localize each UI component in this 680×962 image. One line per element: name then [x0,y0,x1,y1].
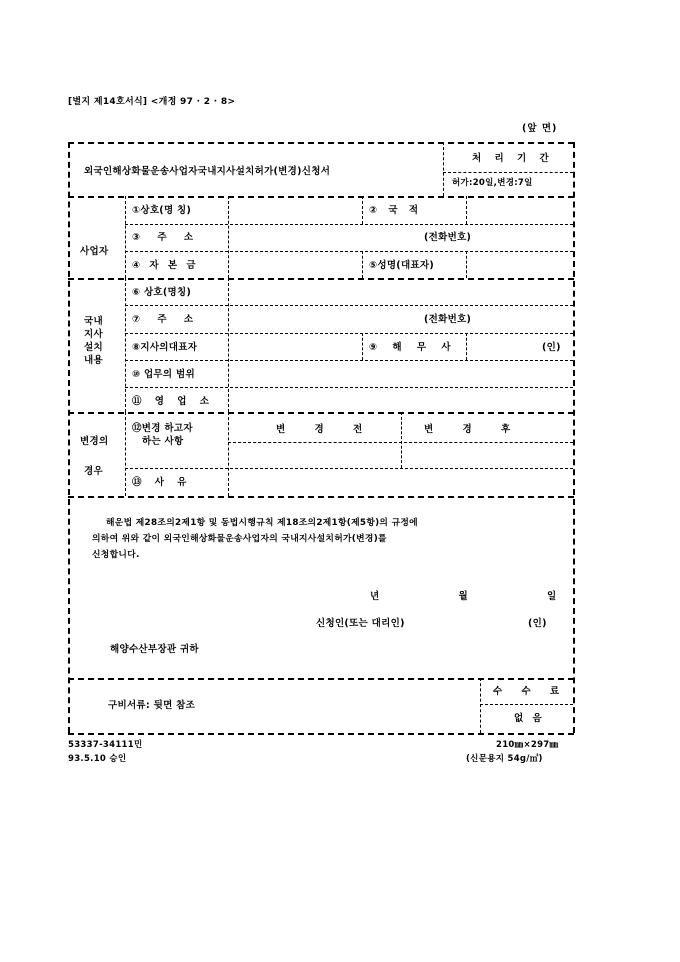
branch-section-label-1: 국내 [84,316,103,327]
branch-rep-label: ⑧지사의대표자 [132,342,198,353]
form-reference: [별지 제14호서식] <개정 97 · 2 · 8> [68,97,236,107]
form-number: 53337-34111민 [68,740,143,750]
agent-label: ⑨ 해 무 사 [369,342,457,353]
applicant-label-col [125,196,126,278]
branch-row4-bottom [125,387,573,388]
branch-row1-bottom [125,305,573,306]
reason-label: ⑬ 사 유 [132,477,192,488]
declaration-line-2: 의하여 위와 같이 외국인해상화물운송사업자의 국내지사설치허가(변경)를 [92,534,387,544]
branch-row3-bottom [125,360,573,361]
change-item-label-1: ⑫변경 하고자 [132,423,193,434]
nationality-label: ② 국 적 [369,205,423,216]
change-after-label: 변 경 후 [424,424,524,435]
branch-section-label-4: 내용 [84,355,103,366]
before-after-divider [401,412,402,468]
branch-row2-bottom [125,333,573,334]
applicant-name-label: ①상호(명 칭) [132,205,192,216]
capital-label: ④ 자 본 금 [132,260,199,271]
frame-right [573,142,575,733]
title-bottom [68,196,574,198]
applicant-row2-bottom [125,251,573,252]
applicant-phone-label: (전화번호) [424,232,472,243]
frame-bottom [68,733,574,735]
form-title: 외국인해상화물운송사업자국내지사설치허가(변경)신청서 [84,166,331,177]
branch-address-label: ⑦ 주 소 [132,314,201,325]
paper-size: 210㎜×297㎜ [496,740,559,750]
nationality-divider-a [362,196,363,224]
required-documents: 구비서류: 뒷면 참조 [108,700,196,711]
applicant-section-label: 사업자 [80,246,109,257]
declaration-line-3: 신청합니다. [92,550,140,560]
page-side-label: (앞 면) [522,123,558,134]
nationality-divider-b [466,196,467,224]
change-bottom [68,496,574,498]
rep-divider-b [466,251,467,278]
date-label: 년 월 일 [370,591,595,602]
applicant-row1-bottom [125,224,573,225]
rep-divider-a [362,251,363,278]
processing-period-value: 허가:20일,변경:7일 [452,178,533,188]
branch-section-label-3: 설치 [84,342,103,353]
change-item-label-2: 하는 사항 [142,436,184,447]
branch-phone-label: (전화번호) [424,314,472,325]
fee-row-divider [480,704,573,705]
branch-name-label: ⑥ 상호(명칭) [132,287,192,298]
office-label: ⑪ 영 업 소 [132,396,214,407]
change-field-col [228,412,229,496]
applicant-address-label: ③ 주 소 [132,232,201,243]
branch-field-col [228,278,229,412]
change-header-bottom [228,442,573,443]
agent-seal-label: (인) [542,342,561,353]
fee-value: 없 음 [514,713,545,724]
agent-divider-b [466,333,467,360]
declaration-line-1: 해운법 제28조의2제1항 및 동법시행규칙 제18조의2제1항(제5항)의 규정에 [106,518,418,528]
frame-left [68,142,70,733]
change-section-label-1: 변경의 [80,436,109,447]
paper-spec: (신문용지 54g/㎡) [466,754,543,764]
applicant-field-col [228,196,229,278]
change-row-bottom [125,468,573,469]
scope-label: ⑩ 업무의 범위 [132,369,195,380]
agent-divider-a [362,333,363,360]
branch-label-col [125,278,126,412]
change-label-col [125,412,126,496]
applicant-signature-label: 신청인(또는 대리인) [316,618,405,629]
representative-label: ⑤성명(대표자) [369,260,435,271]
declaration-bottom [68,678,574,680]
fee-divider [480,678,481,733]
applicant-seal-label: (인) [528,618,547,629]
change-before-label: 변 경 전 [276,424,376,435]
frame-top [68,142,574,144]
applicant-bottom [68,278,574,280]
fee-label: 수 수 료 [493,686,568,697]
branch-section-label-2: 지사 [84,329,103,340]
processing-divider [443,172,573,173]
title-divider [443,142,444,196]
change-section-label-2: 경우 [84,466,103,477]
processing-period-label: 처 리 기 간 [472,153,554,164]
branch-bottom [68,412,574,414]
addressee: 해양수산부장관 귀하 [110,644,199,655]
approval-date: 93.5.10 승인 [68,754,127,764]
